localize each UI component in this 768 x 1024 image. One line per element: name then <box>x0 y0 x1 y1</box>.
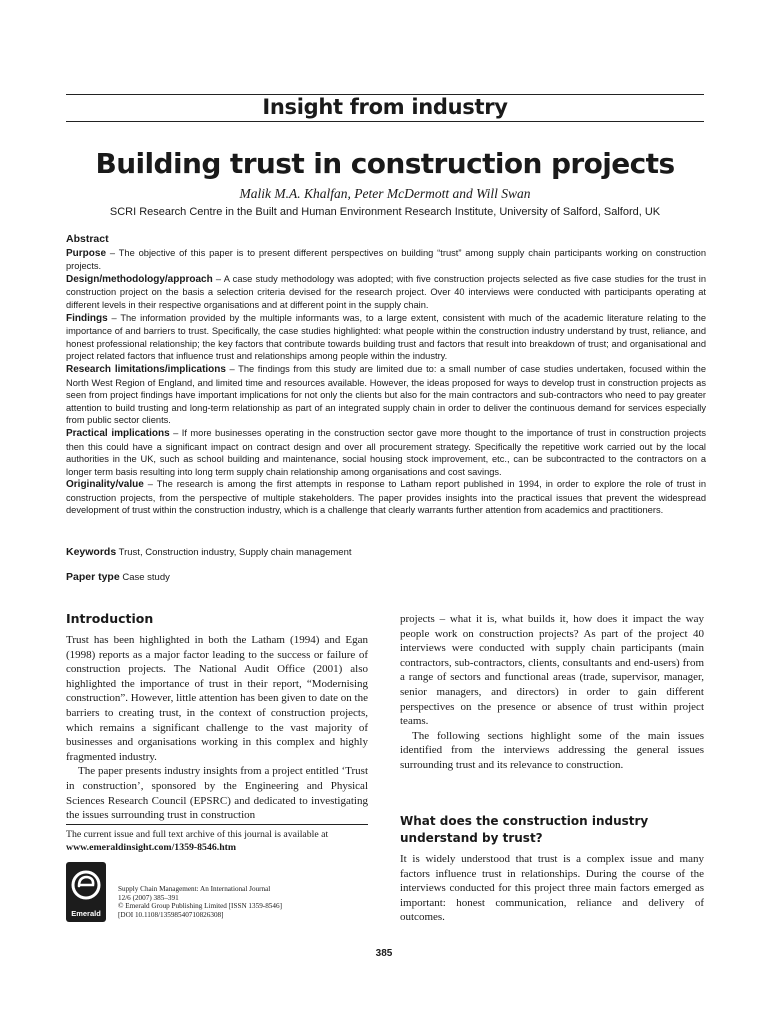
keywords <box>66 546 706 559</box>
publication-info-line: © Emerald Group Publishing Limited [ISSN 1359-8546] <box>118 902 282 911</box>
article-title: Building trust in construction projects <box>95 147 675 180</box>
body-paragraph: The paper presents industry insights from a project entitled ‘Trust in construction’, sponsored by the Engineering and Physical Sciences Research Council (EPSRC) and dedicated to investigating the issues surrounding trust in construction <box>66 765 368 822</box>
header-bottom-rule <box>66 121 704 122</box>
abstract-label: Research limitations/implications <box>66 363 226 375</box>
abstract-limitations <box>66 363 706 427</box>
abstract-label: Originality/value <box>66 479 144 491</box>
left-column <box>66 633 368 823</box>
abstract-design <box>66 273 706 312</box>
abstract-text: – The research is among the first attempts in response to Latham report published in 1994, in order to explore the role of trust in construction projects, from the perspective of multiple stakeholders. The paper provides insights into the practical issues that prevent the widespread development of trust within the construction industry, which is a challenge that clearly warrants further attention from academics and practitioners. <box>66 479 706 516</box>
body-paragraph: The following sections highlight some of the main issues identified from the interviews addressing the general issues surrounding trust and its relevance to construction. <box>400 729 704 771</box>
section-heading: Insight from industry <box>262 95 508 119</box>
abstract-label: Findings <box>66 312 108 324</box>
article-authors: Malik M.A. Khalfan, Peter McDermott and Will Swan <box>239 186 531 201</box>
emerald-logo-icon <box>70 867 102 903</box>
publication-info-line: Supply Chain Management: An International Journal <box>118 885 271 893</box>
abstract-originality <box>66 478 706 517</box>
abstract <box>66 233 706 517</box>
introduction-heading: Introduction <box>66 611 154 626</box>
footnote-text: The current issue and full text archive of this journal is available at <box>66 829 329 840</box>
abstract-practical <box>66 427 706 478</box>
emerald-logo-text: Emerald <box>71 909 101 918</box>
abstract-purpose <box>66 247 706 273</box>
subsection-heading: What does the construction industry understand by trust? <box>400 814 649 845</box>
abstract-label: Purpose <box>66 247 107 259</box>
keywords-label: Keywords <box>66 546 117 558</box>
article-affiliation: SCRI Research Centre in the Built and Human Environment Research Institute, University of Salford, Salford, UK <box>109 206 661 218</box>
abstract-label: Design/methodology/approach <box>66 273 213 285</box>
right-column-continued <box>400 852 704 925</box>
paper-type-text: Case study <box>119 572 170 583</box>
right-column <box>400 612 704 773</box>
footnote-rule <box>66 824 368 825</box>
emerald-logo <box>66 862 106 922</box>
body-paragraph: It is widely understood that trust is a complex issue and many factors influence trust in relationships. During the course of the interviews conducted for this project three main factors emerged as important: honest communication, reliance and delivery of outcomes. <box>400 853 704 924</box>
abstract-text: – The objective of this paper is to present different perspectives on building “trust” among supply chain participants working on construction projects. <box>66 247 706 272</box>
publication-info-line: [DOI 10.1108/13598540710826308] <box>118 910 224 919</box>
abstract-text: – If more businesses operating in the construction sector gave more thought to the importance of trust in construction projects then this could have a significant impact on contract design and over all procurement strategy. Specifically the repetitive work carried out by the local authorities in the UK, such as school building and maintenance, social housing stock improvement, etc., can be subcontracted to the contractors on a longer term basis resulting into long term supply chain relationship among organisations and cost savings. <box>66 427 706 477</box>
page-number: 385 <box>375 948 393 959</box>
keywords-text: Trust, Construction industry, Supply chain management <box>116 547 352 558</box>
publication-info <box>118 885 378 919</box>
publication-info-line: 12/6 (2007) 385–391 <box>118 893 179 902</box>
footnote <box>66 828 368 854</box>
abstract-label: Practical implications <box>66 427 170 439</box>
paper-type-label: Paper type <box>66 571 120 583</box>
abstract-text: – A case study methodology was adopted; with five construction projects selected as five case studies for the trust in construction project on the basis a selection criteria devised for the research project. Over 40 interviews were conducted with participants operating at different levels in their respective organisations and at different point in the supply chain. <box>66 273 706 310</box>
abstract-heading: Abstract <box>66 233 109 245</box>
abstract-text: – The information provided by the multiple informants was, to a large extent, consistent with much of the academic literature relating to the importance of and barriers to trust. Specifically, the case studies highlighted: what people within the construction industry understand by trust, reliance, and honest professional relationship; the key factors that contribute towards building trust and factors that result into breakdown of trust; and organisational and project related factors that influence trust and relationships among people within the industry. <box>66 312 706 362</box>
abstract-text: – The findings from this study are limited due to: a small number of case studies undertaken, focused within the North West Region of England, and limited time and resources available. However, the ideas proposed for ways to develop trust in construction projects as seen from project findings have important implications for not only the clients but also for the main contractors and sub-contractors who need to pay greater attention to build trusting and long-term relationship as part of an integrated supply chain in order to deliver the continuous demand for services especially from public sector clients. <box>66 363 706 426</box>
paper-type <box>66 571 706 584</box>
body-paragraph: projects – what it is, what builds it, how does it impact the way people work on construction projects? As part of the project 40 interviews were conducted with supply chain participants (main contractors, sub-contractors, clients, consultants and end-users) from a range of sectors and functional areas (trade, supervisor, manager, senior managers, and directors) in order to gain different perspectives on the presence or absence of trust within project teams. <box>400 613 704 728</box>
body-paragraph: Trust has been highlighted in both the Latham (1994) and Egan (1998) reports as a major factor leading to the success or failure of construction projects. The National Audit Office (2001) also highlighted the importance of trust in their report, “Modernising construction”. However, little attention has been given to date on the barriers to creating trust, in the context of construction projects, which remains a significant challenge to the vast majority of businesses and organisations working in this complex and highly fragmented industry. <box>66 634 368 763</box>
abstract-findings <box>66 312 706 363</box>
journal-url-link[interactable]: www.emeraldinsight.com/1359-8546.htm <box>66 842 237 853</box>
